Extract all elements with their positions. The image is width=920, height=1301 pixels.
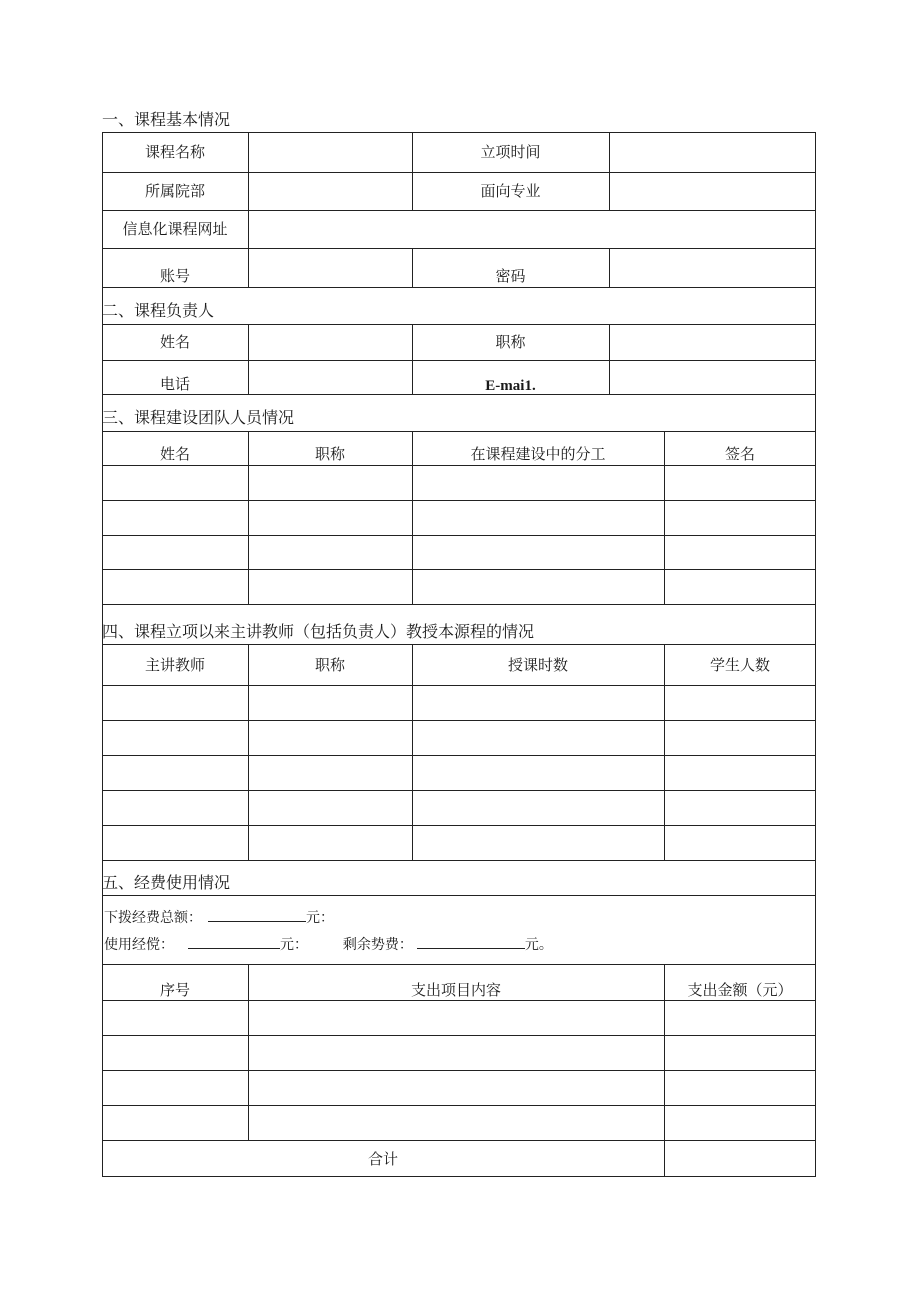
table-rule [102, 825, 816, 826]
table-rule [102, 287, 816, 288]
label-leader-title: 职称 [495, 333, 526, 351]
section-title-leader: 二、课程负责人 [102, 301, 215, 320]
teaching-header-hours: 授课时数 [507, 656, 568, 674]
table-rule [102, 324, 816, 325]
label-leader-email: E-mai1. [485, 378, 536, 394]
funding-used-unit: 元： [280, 937, 308, 953]
table-rule [102, 1105, 816, 1106]
table-rule [102, 535, 816, 536]
table-rule [248, 132, 249, 210]
table-rule [102, 248, 816, 249]
team-header-signature: 签名 [724, 445, 755, 463]
expense-header-item: 支出项目内容 [410, 981, 501, 999]
table-rule [102, 360, 816, 361]
label-major: 面向专业 [480, 182, 541, 200]
label-account: 账号 [159, 267, 190, 285]
table-rule [102, 895, 816, 896]
funding-allocated-label: 下拨经费总额： [104, 910, 202, 926]
teaching-header-title: 职称 [314, 656, 345, 674]
label-course-name: 课程名称 [144, 143, 205, 161]
funding-remaining-label: 剩余势费： [342, 937, 413, 953]
team-header-name: 姓名 [159, 445, 190, 463]
table-rule [102, 604, 816, 605]
section-title-teaching: 四、课程立项以来主讲教师（包括负责人）教授本源程的情况 [102, 622, 535, 641]
table-rule [102, 755, 816, 756]
table-rule [102, 860, 816, 861]
table-rule [102, 172, 816, 173]
funding-used-blank[interactable] [188, 935, 280, 949]
label-leader-phone: 电话 [159, 375, 190, 393]
table-rule [248, 644, 249, 860]
section-title-basic: 一、课程基本情况 [102, 110, 231, 129]
label-course-url: 信息化课程网址 [122, 220, 228, 238]
expense-header-amount: 支出金额（元） [687, 981, 793, 999]
table-rule [248, 248, 249, 287]
table-rule [102, 210, 816, 211]
label-leader-name: 姓名 [159, 333, 190, 351]
table-rule [102, 1140, 816, 1141]
form-frame [102, 132, 816, 1177]
table-rule [102, 790, 816, 791]
table-rule [102, 1035, 816, 1036]
teaching-header-teacher: 主讲教师 [144, 656, 205, 674]
table-rule [102, 465, 816, 466]
table-rule [102, 964, 816, 965]
funding-allocated-line [104, 908, 334, 927]
table-rule [102, 1070, 816, 1071]
section-title-funding: 五、经费使用情况 [102, 873, 231, 892]
table-rule [609, 324, 610, 394]
funding-allocated-blank[interactable] [208, 908, 306, 922]
funding-allocated-unit: 元： [306, 910, 334, 926]
label-department: 所属院部 [144, 182, 205, 200]
team-header-role: 在课程建设中的分工 [470, 445, 606, 463]
table-rule [102, 132, 816, 133]
table-rule [248, 324, 249, 394]
table-rule [609, 132, 610, 210]
table-rule [102, 1176, 816, 1177]
label-password: 密码 [495, 267, 526, 285]
table-rule [102, 569, 816, 570]
table-rule [664, 644, 665, 860]
table-rule [609, 248, 610, 287]
expense-header-index: 序号 [159, 981, 190, 999]
table-rule [102, 500, 816, 501]
funding-used-line [104, 935, 553, 954]
table-rule [102, 431, 816, 432]
table-rule [102, 685, 816, 686]
table-rule [248, 210, 249, 248]
table-rule [102, 644, 816, 645]
table-rule [412, 644, 413, 860]
table-rule [102, 720, 816, 721]
label-project-time: 立项时间 [480, 143, 541, 161]
expense-total-label: 合计 [367, 1150, 398, 1168]
funding-used-label: 使用经傥： [104, 937, 174, 953]
table-rule [102, 1000, 816, 1001]
section-title-team: 三、课程建设团队人员情况 [102, 408, 295, 427]
funding-remaining-unit: 元。 [524, 937, 553, 953]
team-header-title: 职称 [314, 445, 345, 463]
funding-remaining-blank[interactable] [417, 935, 525, 949]
teaching-header-students: 学生人数 [709, 656, 770, 674]
